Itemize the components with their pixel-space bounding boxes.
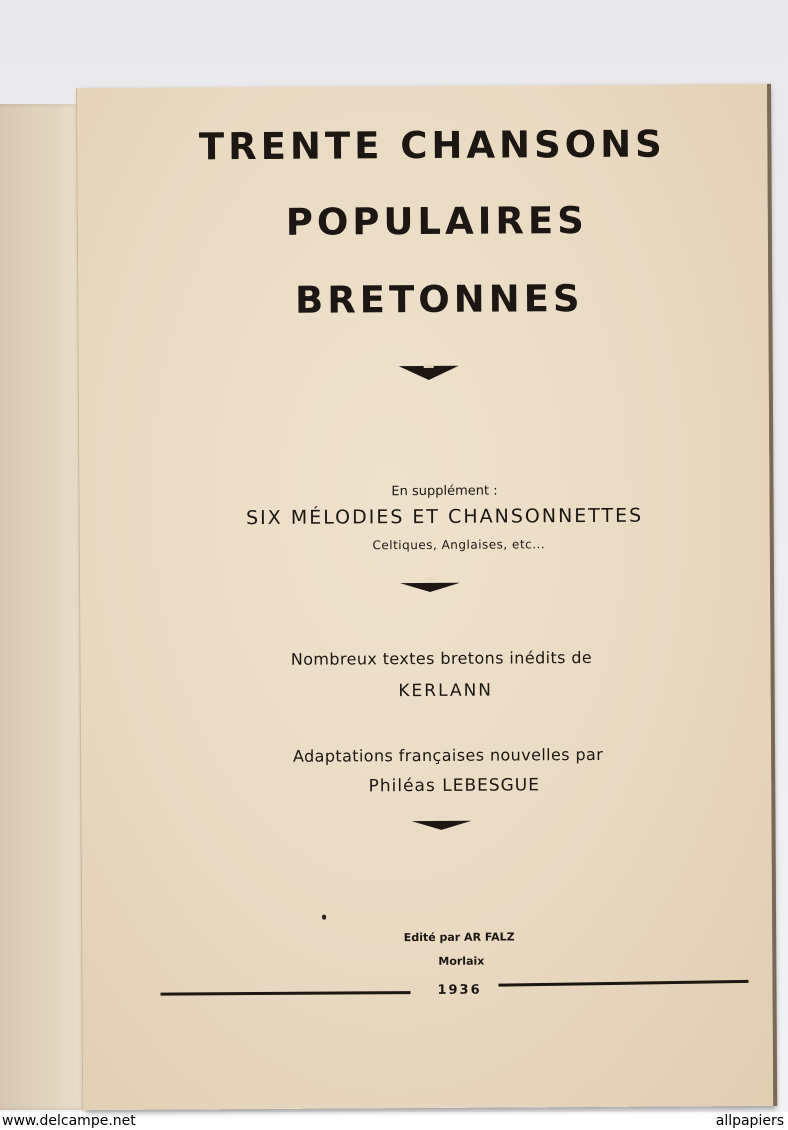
title-line-3: BRETONNES xyxy=(294,277,584,322)
watermark-left: www.delcampe.net xyxy=(2,1113,136,1129)
adaptations-author: Philéas LEBESGUE xyxy=(368,775,541,797)
supplement-title: SIX MÉLODIES ET CHANSONNETTES xyxy=(246,504,644,530)
texts-author: KERLANN xyxy=(398,680,494,702)
ornament-divider-icon xyxy=(399,366,459,380)
texts-line: Nombreux textes bretons inédits de xyxy=(290,647,593,669)
supplement-detail: Celtiques, Anglaises, etc... xyxy=(372,537,546,553)
watermark-right: allpapiers xyxy=(715,1113,784,1129)
publisher-city: Morlaix xyxy=(438,954,485,968)
adaptations-line: Adaptations françaises nouvelles par xyxy=(292,744,604,766)
title-line-2: POPULAIRES xyxy=(285,198,589,244)
book-cover xyxy=(76,84,773,1110)
ornament-divider-icon xyxy=(411,821,471,830)
ink-spot xyxy=(322,915,326,920)
publication-year: 1936 xyxy=(437,982,482,998)
ornament-divider-icon xyxy=(400,583,460,592)
publisher-line: Edité par AR FALZ xyxy=(403,930,515,945)
supplement-label: En supplément : xyxy=(391,483,498,500)
title-line-1: TRENTE CHANSONS xyxy=(198,122,666,169)
